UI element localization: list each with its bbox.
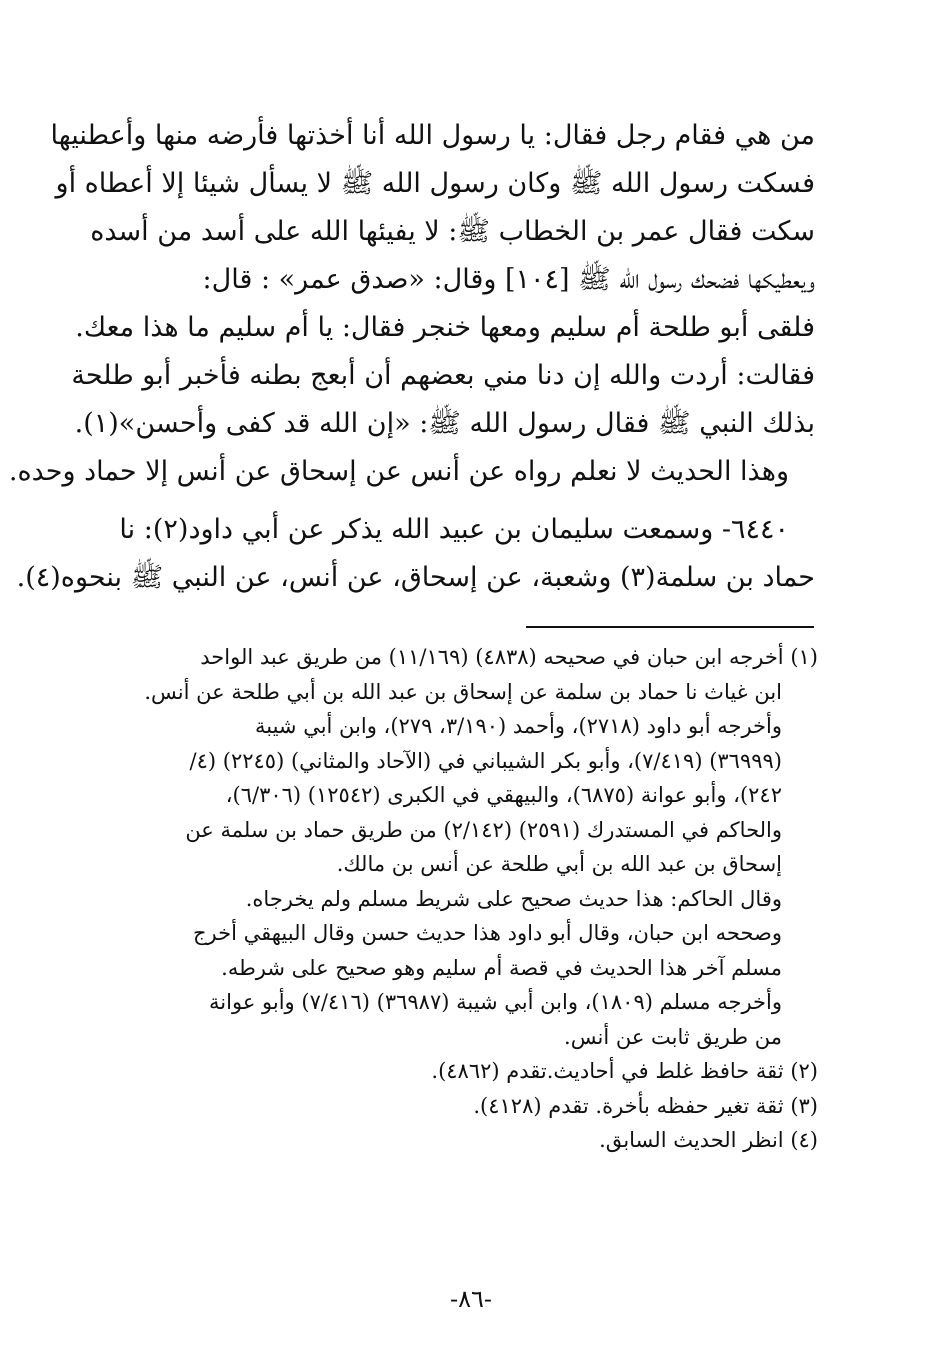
main-line: فقالت: أردت والله إن دنا مني بعضهم أن أبعج بطنه فأخبر أبو طلحة: [71, 360, 815, 391]
footnote-line: والحاكم في المستدرك (٢٥٩١) (٢/١٤٢) من طريق حماد بن سلمة عن: [185, 817, 782, 842]
footnote-line: من طريق ثابت عن أنس.: [564, 1024, 782, 1049]
main-line: ويعطيكها فضحك رسول الله ﷺ [١٠٤] وقال: «صدق عمر» : قال:: [202, 264, 815, 295]
footnote-line: وأخرجه مسلم (١٨٠٩)، وابن أبي شيبة (٣٦٩٨٧) (٧/٤١٦) وأبو عوانة: [209, 990, 782, 1014]
footnote-line: مسلم آخر هذا الحديث في قصة أم سليم وهو صحيح على شرطه.: [221, 955, 782, 980]
footnote-line: (٣٦٩٩٩) (٧/٤١٩)، وأبو بكر الشيباني في (الآحاد والمثاني) (٢٢٤٥) (٤/: [189, 748, 782, 773]
footnote-line: ٢٤٢)، وأبو عوانة (٦٨٧٥)، والبيهقي في الكبرى (١٢٥٤٢) (٦/٣٠٦)،: [225, 783, 782, 807]
footnote-line: (٢) ثقة حافظ غلط في أحاديث.تقدم (٤٨٦٢).: [431, 1059, 818, 1083]
hadith-number-line: ٦٤٤٠- وسمعت سليمان بن عبيد الله يذكر عن أبي داود(٢): نا: [119, 514, 789, 545]
footnote-line: ابن غياث نا حماد بن سلمة عن إسحاق بن عبد الله بن أبي طلحة عن أنس.: [144, 679, 782, 704]
main-line: من هي فقام رجل فقال: يا رسول الله أنا أخذتها فأرضه منها وأعطنيها: [50, 120, 815, 151]
main-line: فسكت رسول الله ﷺ وكان رسول الله ﷺ لا يسأل شيئا إلا أعطاه أو: [55, 168, 815, 199]
footnote-line: إسحاق بن عبد الله بن أبي طلحة عن أنس بن مالك.: [336, 852, 782, 876]
main-line: سكت فقال عمر بن الخطاب ﷺ: لا يفيئها الله على أسد من أسده: [90, 216, 815, 247]
footnote-divider: [526, 626, 814, 628]
footnote-line: وصححه ابن حبان، وقال أبو داود هذا حديث حسن وقال البيهقي أخرج: [192, 921, 782, 945]
footnote-line: (١) أخرجه ابن حبان في صحيحه (٤٨٣٨) (١١/١٦٩) من طريق عبد الواحد: [200, 645, 818, 669]
main-text: [8, 112, 815, 602]
footnote-line: (٣) ثقة تغير حفظه بأخرة. تقدم (٤١٢٨).: [473, 1093, 818, 1118]
page-number: -٨٦-: [450, 1285, 492, 1313]
footnote-line: (٤) انظر الحديث السابق.: [599, 1128, 818, 1152]
footnote-line: وأخرجه أبو داود (٢٧١٨)، وأحمد (٣/١٩٠، ٢٧٩)، وابن أبي شيبة: [255, 714, 782, 738]
main-line: فلقى أبو طلحة أم سليم ومعها خنجر فقال: يا أم سليم ما هذا معك.: [75, 312, 815, 343]
main-line: وهذا الحديث لا نعلم رواه عن أنس عن إسحاق عن أنس إلا حماد وحده.: [8, 456, 789, 487]
main-line: حماد بن سلمة(٣) وشعبة، عن إسحاق، عن أنس، عن النبي ﷺ بنحوه(٤).: [16, 562, 815, 593]
footnotes: [108, 640, 818, 1158]
footnote-line: وقال الحاكم: هذا حديث صحيح على شريط مسلم ولم يخرجاه.: [245, 886, 782, 911]
main-line: بذلك النبي ﷺ فقال رسول الله ﷺ: «إن الله قد كفى وأحسن»(١).: [74, 408, 815, 439]
